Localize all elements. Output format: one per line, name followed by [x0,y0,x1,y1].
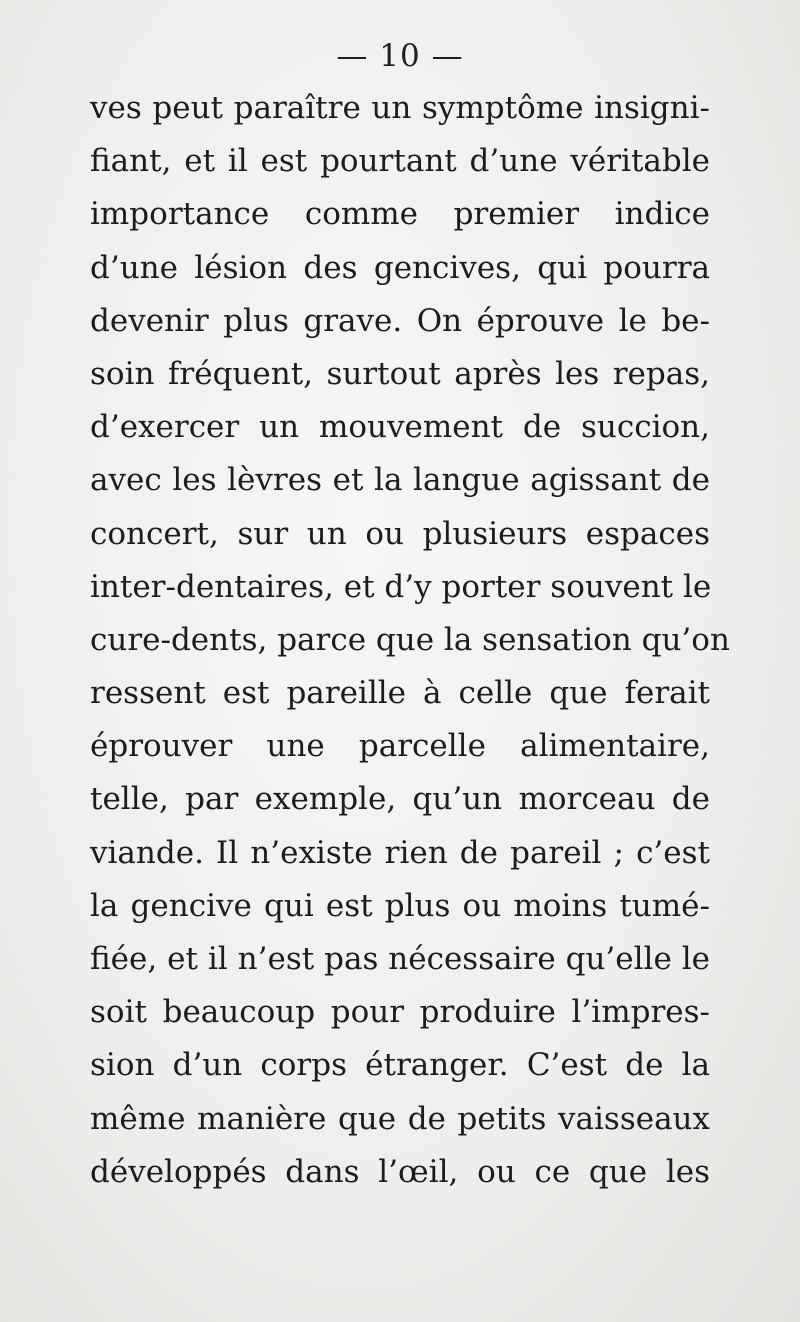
page-number: — 10 — [336,38,464,74]
text-line: ves peut paraître un symptôme insigni- [90,90,710,126]
text-line: cure-dents, parce que la sensation qu’on [90,621,730,658]
text-line: viande. Il n’existe rien de pareil ; c’est [90,834,710,871]
text-line: importance comme premier indice [90,196,710,233]
text-line: fiée, et il n’est pas nécessaire qu’elle le [90,941,710,977]
text-line: soit beaucoup pour produire l’impres- [90,994,710,1031]
text-line: d’une lésion des gencives, qui pourra [90,249,710,286]
text-line: d’exercer un mouvement de succion, [90,409,710,446]
text-line: soin fréquent, surtout après les repas, [90,355,710,392]
text-line: ressent est pareille à celle que ferait [90,675,710,712]
text-line: sion d’un corps étranger. C’est de la [90,1047,710,1084]
text-line: fiant, et il est pourtant d’une véritable [90,143,710,180]
text-line: développés dans l’œil, ou ce que les [90,1153,710,1190]
text-line: inter-dentaires, et d’y porter souvent le [90,568,712,605]
body-text [90,82,730,1199]
text-line: telle, par exemple, qu’un morceau de [90,781,710,818]
text-line: la gencive qui est plus ou moins tumé- [90,887,710,924]
text-line: éprouver une parcelle alimentaire, [90,728,710,765]
text-line: avec les lèvres et la langue agissant de [90,462,710,499]
text-line: même manière que de petits vaisseaux [90,1100,710,1137]
text-line: concert, sur un ou plusieurs espaces [90,515,710,552]
text-line: devenir plus grave. On éprouve le be- [90,302,710,339]
